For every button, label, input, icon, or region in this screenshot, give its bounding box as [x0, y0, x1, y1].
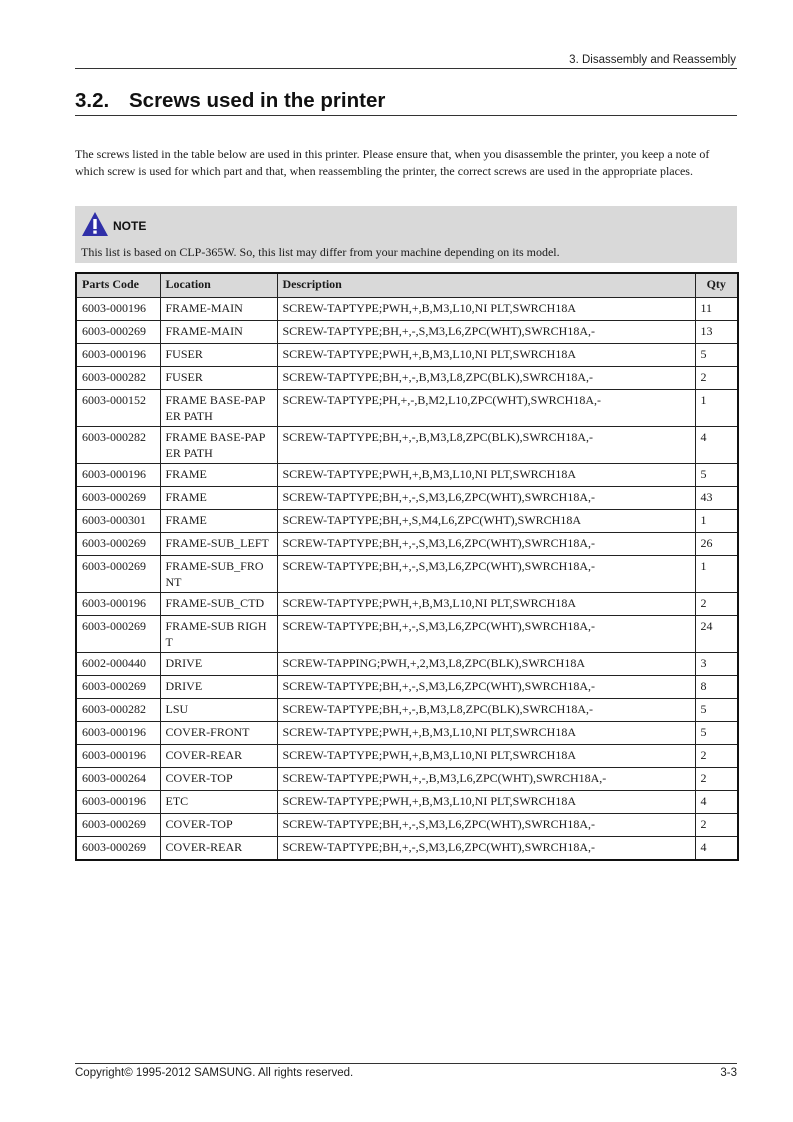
warning-icon — [81, 211, 109, 237]
cell-qty: 1 — [695, 510, 738, 533]
cell-parts-code: 6003-000196 — [76, 593, 160, 616]
table-row — [76, 464, 738, 487]
cell-qty: 2 — [695, 814, 738, 837]
table-row — [76, 653, 738, 676]
cell-qty: 2 — [695, 367, 738, 390]
cell-location: FRAME — [160, 464, 277, 487]
cell-description: SCREW-TAPPING;PWH,+,2,M3,L8,ZPC(BLK),SWRCH18A — [277, 653, 695, 676]
copyright: Copyright© 1995-2012 SAMSUNG. All rights reserved. — [75, 1067, 354, 1079]
table-row — [76, 344, 738, 367]
cell-description: SCREW-TAPTYPE;BH,+,S,M4,L6,ZPC(WHT),SWRCH18A — [277, 510, 695, 533]
cell-qty: 24 — [695, 616, 738, 653]
table-row — [76, 616, 738, 653]
cell-description: SCREW-TAPTYPE;PWH,+,B,M3,L10,NI PLT,SWRCH18A — [277, 722, 695, 745]
cell-description: SCREW-TAPTYPE;BH,+,-,B,M3,L8,ZPC(BLK),SWRCH18A,- — [277, 367, 695, 390]
cell-parts-code: 6003-000301 — [76, 510, 160, 533]
cell-qty: 5 — [695, 699, 738, 722]
cell-qty: 2 — [695, 745, 738, 768]
cell-location: COVER-REAR — [160, 745, 277, 768]
cell-location: FRAME-SUB_CTD — [160, 593, 277, 616]
cell-parts-code: 6003-000196 — [76, 344, 160, 367]
table-row — [76, 533, 738, 556]
cell-qty: 5 — [695, 344, 738, 367]
table-row — [76, 699, 738, 722]
cell-description: SCREW-TAPTYPE;PWH,+,-,B,M3,L6,ZPC(WHT),SWRCH18A,- — [277, 768, 695, 791]
cell-description: SCREW-TAPTYPE;BH,+,-,S,M3,L6,ZPC(WHT),SWRCH18A,- — [277, 616, 695, 653]
header-qty: Qty — [695, 273, 738, 298]
cell-location: FUSER — [160, 367, 277, 390]
cell-qty: 4 — [695, 791, 738, 814]
cell-qty: 4 — [695, 427, 738, 464]
cell-location: ETC — [160, 791, 277, 814]
table-row — [76, 768, 738, 791]
cell-description: SCREW-TAPTYPE;BH,+,-,S,M3,L6,ZPC(WHT),SWRCH18A,- — [277, 533, 695, 556]
table-row — [76, 321, 738, 344]
cell-location: FRAME-SUB_LEFT — [160, 533, 277, 556]
page-title — [75, 89, 385, 113]
table-row — [76, 676, 738, 699]
cell-location: DRIVE — [160, 653, 277, 676]
cell-location: FRAME — [160, 487, 277, 510]
note-box — [75, 206, 737, 263]
cell-qty: 5 — [695, 722, 738, 745]
cell-parts-code: 6003-000269 — [76, 814, 160, 837]
table-row — [76, 722, 738, 745]
cell-qty: 3 — [695, 653, 738, 676]
table-row — [76, 745, 738, 768]
cell-location: COVER-TOP — [160, 768, 277, 791]
table-row — [76, 814, 738, 837]
cell-location: FRAME-SUB_FRONT — [160, 556, 277, 593]
cell-description: SCREW-TAPTYPE;PH,+,-,B,M2,L10,ZPC(WHT),SWRCH18A,- — [277, 390, 695, 427]
cell-description: SCREW-TAPTYPE;PWH,+,B,M3,L10,NI PLT,SWRCH18A — [277, 593, 695, 616]
cell-location: FRAME-SUB RIGHT — [160, 616, 277, 653]
table-row — [76, 837, 738, 861]
table-row — [76, 427, 738, 464]
table-row — [76, 593, 738, 616]
table-row — [76, 791, 738, 814]
cell-parts-code: 6003-000196 — [76, 722, 160, 745]
cell-location: FUSER — [160, 344, 277, 367]
cell-qty: 26 — [695, 533, 738, 556]
cell-parts-code: 6003-000282 — [76, 367, 160, 390]
cell-location: COVER-TOP — [160, 814, 277, 837]
table-row — [76, 556, 738, 593]
cell-qty: 1 — [695, 556, 738, 593]
cell-parts-code: 6003-000282 — [76, 427, 160, 464]
section-number: 3.2. — [75, 89, 110, 112]
cell-parts-code: 6003-000196 — [76, 298, 160, 321]
cell-parts-code: 6003-000264 — [76, 768, 160, 791]
section-title: Screws used in the printer — [129, 89, 386, 112]
header-location: Location — [160, 273, 277, 298]
cell-location: COVER-REAR — [160, 837, 277, 861]
page-number: 3-3 — [720, 1067, 737, 1079]
cell-location: COVER-FRONT — [160, 722, 277, 745]
cell-parts-code: 6003-000269 — [76, 676, 160, 699]
cell-description: SCREW-TAPTYPE;BH,+,-,B,M3,L8,ZPC(BLK),SWRCH18A,- — [277, 427, 695, 464]
cell-location: FRAME-MAIN — [160, 321, 277, 344]
cell-parts-code: 6003-000269 — [76, 616, 160, 653]
cell-parts-code: 6003-000269 — [76, 837, 160, 861]
title-divider — [75, 115, 737, 116]
cell-location: FRAME BASE-PAPER PATH — [160, 390, 277, 427]
cell-parts-code: 6003-000269 — [76, 556, 160, 593]
cell-description: SCREW-TAPTYPE;BH,+,-,S,M3,L6,ZPC(WHT),SWRCH18A,- — [277, 814, 695, 837]
cell-qty: 2 — [695, 768, 738, 791]
cell-location: DRIVE — [160, 676, 277, 699]
table-row — [76, 510, 738, 533]
cell-parts-code: 6003-000269 — [76, 321, 160, 344]
cell-parts-code: 6003-000152 — [76, 390, 160, 427]
table-row — [76, 390, 738, 427]
cell-qty: 11 — [695, 298, 738, 321]
cell-qty: 8 — [695, 676, 738, 699]
cell-parts-code: 6003-000196 — [76, 745, 160, 768]
note-text: This list is based on CLP-365W. So, this list may differ from your machine depending on its model. — [81, 245, 560, 259]
cell-parts-code: 6003-000282 — [76, 699, 160, 722]
cell-description: SCREW-TAPTYPE;PWH,+,B,M3,L10,NI PLT,SWRCH18A — [277, 745, 695, 768]
cell-description: SCREW-TAPTYPE;BH,+,-,S,M3,L6,ZPC(WHT),SWRCH18A,- — [277, 321, 695, 344]
cell-qty: 2 — [695, 593, 738, 616]
footer-divider — [75, 1063, 737, 1064]
cell-location: FRAME — [160, 510, 277, 533]
cell-location: LSU — [160, 699, 277, 722]
cell-parts-code: 6003-000269 — [76, 487, 160, 510]
intro-paragraph: The screws listed in the table below are used in this printer. Please ensure that, when you disassemble the printer, you keep a note of which screw is used for which part and that, when reassembling the printer, the correct screws are used in the appropriate places. — [75, 147, 710, 178]
cell-parts-code: 6003-000196 — [76, 791, 160, 814]
cell-parts-code: 6002-000440 — [76, 653, 160, 676]
cell-description: SCREW-TAPTYPE;PWH,+,B,M3,L10,NI PLT,SWRCH18A — [277, 464, 695, 487]
table-row — [76, 487, 738, 510]
cell-parts-code: 6003-000269 — [76, 533, 160, 556]
cell-description: SCREW-TAPTYPE;BH,+,-,S,M3,L6,ZPC(WHT),SWRCH18A,- — [277, 556, 695, 593]
cell-qty: 1 — [695, 390, 738, 427]
cell-description: SCREW-TAPTYPE;PWH,+,B,M3,L10,NI PLT,SWRCH18A — [277, 298, 695, 321]
cell-qty: 43 — [695, 487, 738, 510]
cell-description: SCREW-TAPTYPE;PWH,+,B,M3,L10,NI PLT,SWRCH18A — [277, 791, 695, 814]
cell-parts-code: 6003-000196 — [76, 464, 160, 487]
screws-table — [75, 272, 739, 861]
cell-description: SCREW-TAPTYPE;PWH,+,B,M3,L10,NI PLT,SWRCH18A — [277, 344, 695, 367]
table-row — [76, 298, 738, 321]
note-label: NOTE — [113, 219, 147, 233]
table-row — [76, 367, 738, 390]
header-divider — [75, 68, 737, 69]
cell-description: SCREW-TAPTYPE;BH,+,-,S,M3,L6,ZPC(WHT),SWRCH18A,- — [277, 487, 695, 510]
header-description: Description — [277, 273, 695, 298]
cell-description: SCREW-TAPTYPE;BH,+,-,B,M3,L8,ZPC(BLK),SWRCH18A,- — [277, 699, 695, 722]
cell-qty: 13 — [695, 321, 738, 344]
header-parts-code: Parts Code — [76, 273, 160, 298]
running-header: 3. Disassembly and Reassembly — [569, 54, 736, 66]
cell-qty: 5 — [695, 464, 738, 487]
cell-location: FRAME BASE-PAPER PATH — [160, 427, 277, 464]
cell-description: SCREW-TAPTYPE;BH,+,-,S,M3,L6,ZPC(WHT),SWRCH18A,- — [277, 837, 695, 861]
cell-description: SCREW-TAPTYPE;BH,+,-,S,M3,L6,ZPC(WHT),SWRCH18A,- — [277, 676, 695, 699]
cell-qty: 4 — [695, 837, 738, 861]
cell-location: FRAME-MAIN — [160, 298, 277, 321]
table-header-row — [76, 273, 738, 298]
